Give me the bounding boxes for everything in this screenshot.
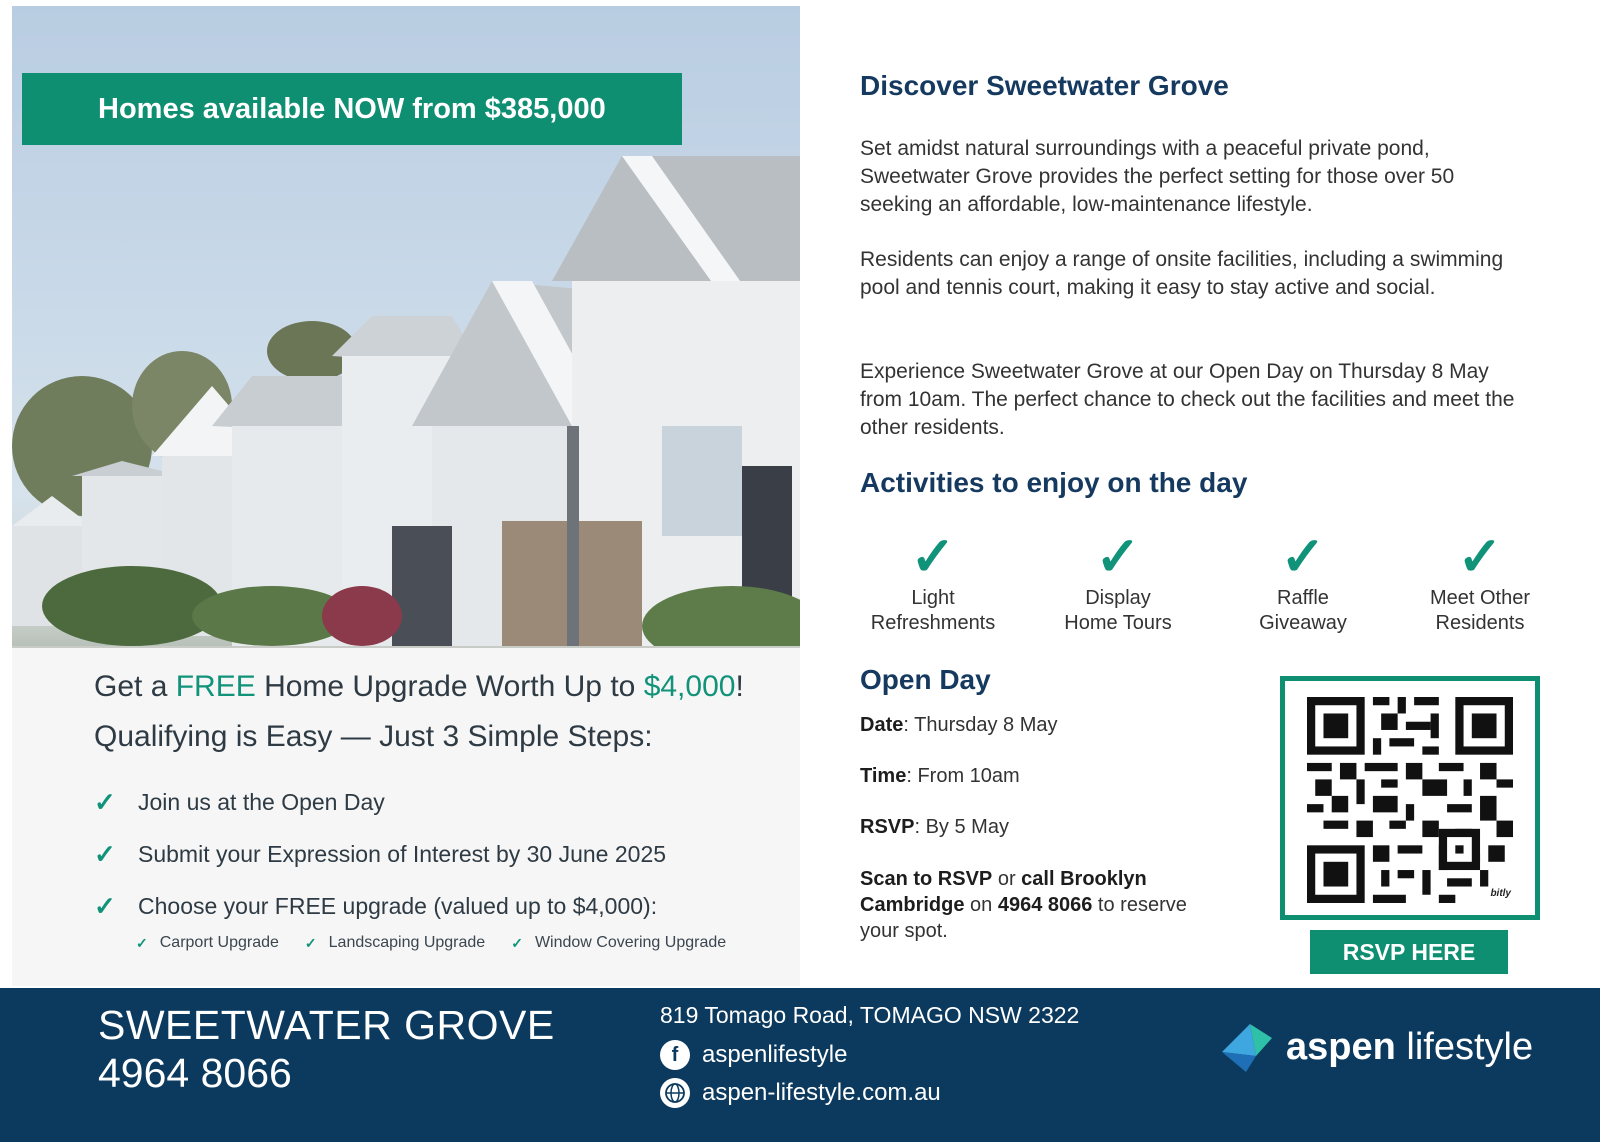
- free-highlight: FREE: [175, 670, 256, 703]
- website-link[interactable]: [660, 1078, 941, 1108]
- price-banner-text: Homes available NOW from $385,000: [98, 92, 606, 125]
- open-day-rsvp: RSVP: By 5 May: [860, 816, 1009, 838]
- logo-text: aspen lifestyle: [1286, 1025, 1534, 1068]
- step-item: ✓ Join us at the Open Day: [94, 786, 385, 817]
- qr-code[interactable]: [1307, 697, 1513, 903]
- aspen-lifestyle-logo: [1216, 1016, 1533, 1078]
- upgrade-headline: Get a FREE Home Upgrade Worth Up to $4,000!: [94, 670, 744, 703]
- qr-brand-label: bitly: [1490, 888, 1511, 899]
- activities-title: Activities to enjoy on the day: [860, 467, 1248, 498]
- qualifying-steps: [94, 776, 666, 932]
- rsvp-button[interactable]: RSVP HERE: [1310, 930, 1508, 974]
- check-icon: ✓: [1457, 527, 1503, 587]
- upgrade-offer-panel: [12, 648, 800, 986]
- amount-highlight: $4,000: [643, 670, 736, 703]
- upgrade-option: ✓ Window Covering Upgrade: [511, 934, 727, 951]
- scan-instructions: Scan to RSVP or call Brooklyn Cambridge on 4964 8066 to reserve your spot.: [860, 868, 1187, 942]
- open-day-title: Open Day: [860, 664, 991, 695]
- open-day-time: Time: From 10am: [860, 765, 1020, 787]
- intro-paragraph: Set amidst natural surroundings with a peaceful private pond, Sweetwater Grove provides the perfect setting for those over 50 seeking an affordable, low-maintenance lifestyle.: [860, 137, 1455, 216]
- globe-icon: [660, 1078, 690, 1108]
- check-icon: ✓: [511, 934, 523, 951]
- step-item: ✓ Choose your FREE upgrade (valued up to $4,000):: [94, 890, 658, 921]
- upgrade-options: [136, 934, 726, 952]
- upgrade-option: ✓ Carport Upgrade: [136, 934, 279, 951]
- facilities-paragraph: Residents can enjoy a range of onsite facilities, including a swimming pool and tennis court, making it easy to stay active and social.: [860, 248, 1504, 299]
- website-url: aspen-lifestyle.com.au: [702, 1079, 941, 1106]
- facebook-link[interactable]: [660, 1040, 847, 1070]
- discover-title: Discover Sweetwater Grove: [860, 70, 1229, 101]
- check-icon: ✓: [1095, 527, 1141, 587]
- footer: [0, 988, 1600, 1142]
- open-day-paragraph: Experience Sweetwater Grove at our Open Day on Thursday 8 May from 10am. The perfect chance to check out the facilities and meet the other residents.: [860, 360, 1515, 439]
- check-icon: ✓: [94, 786, 116, 817]
- upgrade-option: ✓ Landscaping Upgrade: [304, 934, 486, 951]
- price-banner: [22, 73, 682, 145]
- check-icon: ✓: [304, 934, 317, 951]
- check-icon: ✓: [94, 838, 116, 869]
- step-item: ✓ Submit your Expression of Interest by 30 June 2025: [94, 838, 667, 869]
- village-name: SWEETWATER GROVE: [98, 1002, 555, 1048]
- footer-address: 819 Tomago Road, TOMAGO NSW 2322: [660, 1002, 1080, 1028]
- facebook-icon: f: [660, 1040, 690, 1070]
- upgrade-subheadline: Qualifying is Easy — Just 3 Simple Steps:: [94, 720, 653, 753]
- check-icon: ✓: [1280, 527, 1326, 587]
- open-day-date: Date: Thursday 8 May: [860, 714, 1058, 736]
- activity-item: ✓ Light Refreshments: [853, 530, 1013, 636]
- qr-code-frame[interactable]: [1280, 676, 1540, 920]
- activity-item: ✓ Raffle Giveaway: [1223, 530, 1383, 636]
- check-icon: ✓: [136, 934, 148, 951]
- activity-item: ✓ Meet Other Residents: [1400, 530, 1560, 636]
- facebook-handle: aspenlifestyle: [702, 1041, 848, 1068]
- footer-phone[interactable]: 4964 8066: [98, 1050, 292, 1096]
- aspen-logo-icon: [1216, 1016, 1278, 1078]
- activity-item: ✓ Display Home Tours: [1038, 530, 1198, 636]
- check-icon: ✓: [910, 527, 956, 587]
- check-icon: ✓: [94, 890, 116, 921]
